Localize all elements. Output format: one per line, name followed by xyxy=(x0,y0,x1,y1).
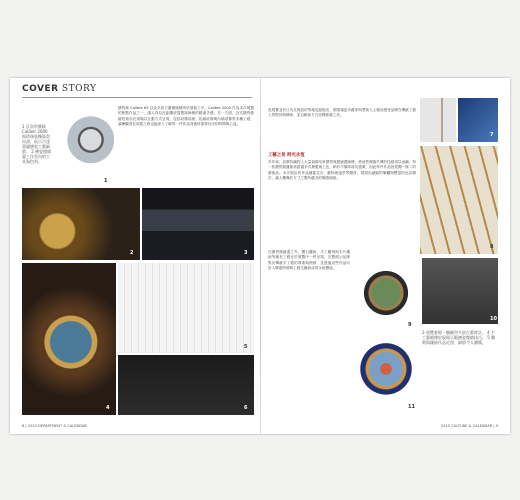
photo-sketch-wall xyxy=(118,263,254,353)
magazine-spread xyxy=(10,78,510,434)
section-kicker xyxy=(22,84,96,94)
photo-number-5: 5 xyxy=(244,344,248,350)
left-column-text: 搪瓷錶 Calibre 89 以及多款古董懷錶陳列於展館之中，Calibre 2000 作為本次展覽的焦點作品之一，讓人得以近距離欣賞製錶師傅的精湛手藝。另一方面，各式搪瓷微繪技術亦在現場以互動方式呈現，包括琺瑯彩繪、掐絲琺瑯與內填琺瑯等多種工藝，讓參觀者在欣賞之餘也能深入了解每一件作品背後所需要付出的時間與心血。 xyxy=(118,106,254,127)
right-text-body: 多年來，品牌持續投入大量資源培育搪瓷與微繪畫師傅，使這些瀕臨失傳的技藝得以延續。每一枚搪瓷錶盤都需經過多次燒製與上色，稍有不慎即前功盡棄，因此每件作品皆是獨一無二的藝術品。本次展出的作品涵蓋花卉、動物與風景等題材，展現出細膩的筆觸與豐富的色彩層次，讓人驚嘆於方寸之間所蘊含的無限創意。 xyxy=(268,160,416,181)
photo-exhibition-hall xyxy=(142,188,254,260)
photo-artisan-portrait xyxy=(420,98,456,142)
photo-number-3: 3 xyxy=(244,250,248,256)
photo-number-7: 7 xyxy=(490,132,494,138)
photo-number-8: 8 xyxy=(490,244,494,250)
photo-tiger-watch xyxy=(354,258,418,328)
kicker-rule xyxy=(22,97,252,98)
photo-gold-watch xyxy=(22,188,140,260)
photo-number-6: 6 xyxy=(244,405,248,411)
kicker-light: STORY xyxy=(58,84,97,94)
photo-enamel-pocket-watch xyxy=(22,263,116,415)
section-heading: 工藝之美 時光永恆 xyxy=(268,153,305,158)
left-caption: 1 貝殼形懷錶 Caliber 2000 與珍珠裝飾錶殼局部，展示百達翡麗搪瓷工藝細節。 2 搪瓷微繪畫工作室內的工具與色料。 xyxy=(22,124,52,164)
right-text-top: 此展覽並於日內瓦與紐約等地巡迴展出，期望讓更多藏家與愛錶人士親身感受品牌在傳統工藝上的堅持與傳承，並以嶄新方式詮釋錶藝之美。 xyxy=(268,108,416,118)
photo-workshop-structure xyxy=(420,146,498,254)
photo-number-10: 10 xyxy=(490,316,497,322)
photo-number-9: 9 xyxy=(408,322,412,328)
photo-number-2: 2 xyxy=(130,250,134,256)
photo-pocket-watch xyxy=(56,102,114,186)
photo-number-4: 4 xyxy=(106,405,110,411)
photo-display-cases xyxy=(118,355,254,415)
photo-watch-box xyxy=(422,258,498,324)
footer-left: 8 | 2015 DEPARTMENT & CALENDAR xyxy=(22,424,87,428)
footer-right: 2015 CULTURE & CALENDAR | 9 xyxy=(441,424,498,428)
photo-number-11: 11 xyxy=(408,404,415,410)
right-caption: 3 展覽會場一隅陳列多款古董時計。 4 手工藝師傅於現場示範搪瓷微繪技巧。 5 雕刻與鑲嵌作品近照，細節令人讚嘆。 xyxy=(422,330,496,345)
photo-bird-watch xyxy=(354,332,418,414)
right-text-lower: 在搪瓷微繪畫之外，寶石鑲嵌、手工雕刻與木片鑲嵌等稀有工藝亦於展覽中一併呈現，完整展示品牌對於傳統手工藝的尊重與熱情，並透過這些作品向世人傳達時間與工藝交織而成的永恆價值。 xyxy=(268,250,350,271)
kicker-bold: COVER xyxy=(22,84,59,94)
photo-number-1: 1 xyxy=(104,178,108,184)
spine xyxy=(260,78,261,434)
